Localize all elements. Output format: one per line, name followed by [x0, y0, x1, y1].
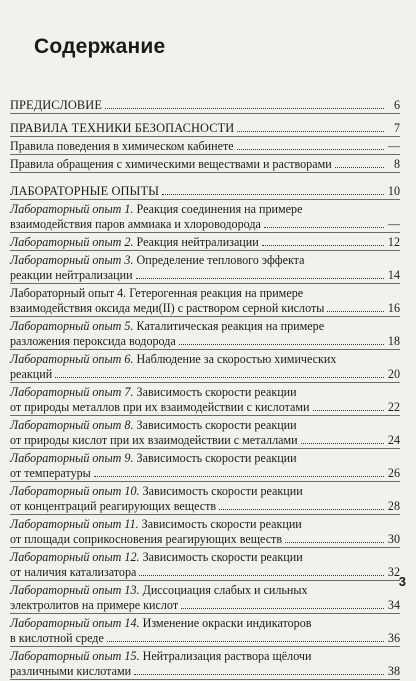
divider-line	[10, 547, 400, 548]
toc-entry-continuation	[10, 630, 400, 645]
toc-entry-title	[10, 367, 52, 381]
divider-line	[10, 349, 400, 350]
table-of-contents	[10, 97, 400, 681]
toc-entry	[10, 234, 400, 249]
dot-leader	[262, 245, 384, 246]
toc-entry-continuation	[10, 216, 400, 231]
toc-page-number: 22	[387, 400, 400, 414]
toc-entry-title	[10, 121, 234, 135]
dot-leader	[264, 227, 384, 228]
divider-line	[10, 113, 400, 114]
toc-entry-title	[10, 157, 332, 171]
toc-page-number: 14	[387, 268, 400, 282]
toc-entry-title	[10, 98, 102, 112]
toc-entry-continuation	[10, 465, 400, 480]
toc-entry-title	[10, 466, 91, 480]
divider-line	[10, 199, 400, 200]
divider-line	[10, 136, 400, 137]
divider-line	[10, 580, 400, 581]
toc-entry-title	[10, 139, 234, 153]
toc-entry-title	[10, 664, 131, 678]
toc-entry-continuation	[10, 399, 400, 414]
toc-entry	[10, 252, 400, 267]
toc-page-number: 18	[387, 334, 400, 348]
lab-label: Лабораторный опыт 2.	[10, 235, 134, 249]
toc-entry-continuation	[10, 432, 400, 447]
toc-entry-title	[10, 184, 159, 198]
lab-title: Каталитическая реакция на примере	[133, 319, 325, 333]
toc-entry-title	[10, 286, 303, 300]
toc-entry-title	[10, 649, 311, 663]
toc-entry-title	[10, 484, 303, 498]
toc-entry-title	[10, 400, 310, 414]
dot-leader	[105, 108, 384, 109]
dot-leader	[285, 542, 384, 543]
toc-entry-title	[10, 385, 297, 399]
dot-leader	[335, 167, 384, 168]
divider-line	[10, 232, 400, 233]
toc-entry-title	[10, 268, 133, 282]
toc-entry-title	[10, 583, 308, 597]
dot-leader	[237, 149, 384, 150]
toc-page-number: 28	[387, 499, 400, 513]
toc-entry-title	[10, 352, 336, 366]
toc-entry-title	[10, 499, 216, 513]
toc-entry-title	[10, 334, 176, 348]
toc-entry	[10, 516, 400, 531]
lab-title: Изменение окраски индикаторов	[139, 616, 312, 630]
divider-line	[10, 154, 400, 155]
toc-entry-continuation	[10, 597, 400, 612]
toc-entry	[10, 582, 400, 597]
divider-line	[10, 646, 400, 647]
toc-page-number: 36	[387, 631, 400, 645]
toc-page-number: 20	[387, 367, 400, 381]
lab-label: Лабораторный опыт 9.	[10, 451, 134, 465]
toc-entry	[10, 384, 400, 399]
toc-section-title: ЛАБОРАТОРНЫЕ ОПЫТЫ	[10, 184, 160, 198]
dot-leader	[136, 278, 384, 279]
toc-entry-title	[10, 451, 297, 465]
toc-entry-title	[10, 598, 178, 612]
lab-title-cont: от концентраций реагирующих веществ	[10, 499, 217, 513]
lab-label: Лабораторный опыт 5.	[10, 319, 134, 333]
dot-leader	[139, 575, 384, 576]
toc-entry	[10, 549, 400, 564]
toc-page-number: 32	[387, 565, 400, 579]
lab-label: Лабораторный опыт 1.	[10, 202, 134, 216]
dot-leader	[301, 443, 384, 444]
toc-entry-continuation	[10, 531, 400, 546]
toc-entry	[10, 450, 400, 465]
dot-leader	[181, 608, 384, 609]
dot-leader	[134, 674, 384, 675]
lab-title-cont: в кислотной среде	[10, 631, 104, 645]
toc-entry-continuation	[10, 333, 400, 348]
toc-page-number: 26	[387, 466, 400, 480]
section-gap	[10, 174, 400, 183]
toc-entry-continuation	[10, 267, 400, 282]
dot-leader	[237, 131, 384, 132]
toc-page-number: 8	[393, 157, 400, 171]
toc-entry-title	[10, 565, 136, 579]
lab-title-cont: различными кислотами	[10, 664, 132, 678]
toc-entry-continuation	[10, 300, 400, 315]
dot-leader	[94, 476, 384, 477]
lab-title: Зависимость скорости реакции	[133, 451, 297, 465]
toc-page-number: 30	[387, 532, 400, 546]
lab-title-cont: от природы кислот при их взаимодействии с металлами	[10, 433, 298, 447]
toc-entry-title	[10, 301, 324, 315]
lab-title-cont: от температуры	[10, 466, 91, 480]
lab-label: Лабораторный опыт 6.	[10, 352, 134, 366]
toc-entry	[10, 138, 400, 153]
lab-label: Лабораторный опыт 14.	[10, 616, 140, 630]
lab-label: Лабораторный опыт 15.	[10, 649, 140, 663]
toc-entry-title	[10, 550, 303, 564]
lab-title: Зависимость скорости реакции	[139, 484, 303, 498]
toc-entry-title	[10, 532, 282, 546]
toc-entry	[10, 483, 400, 498]
lab-title: Зависимость скорости реакции	[139, 550, 303, 564]
dot-leader	[55, 377, 384, 378]
toc-entry-title	[10, 631, 104, 645]
lab-title: Диссоциация слабых и сильных	[139, 583, 308, 597]
toc-page-number: 34	[387, 598, 400, 612]
toc-entry-continuation	[10, 498, 400, 513]
lab-label: Лабораторный опыт 13.	[10, 583, 140, 597]
toc-entry-title	[10, 235, 259, 249]
lab-title: Зависимость скорости реакции	[133, 385, 297, 399]
toc-page-number: 24	[387, 433, 400, 447]
divider-line	[10, 415, 400, 416]
lab-label: Лабораторный опыт 7.	[10, 385, 134, 399]
divider-line	[10, 514, 400, 515]
toc-entry-title	[10, 433, 298, 447]
toc-entry-title	[10, 517, 302, 531]
toc-entry	[10, 648, 400, 663]
lab-title-cont: реакций	[10, 367, 53, 381]
lab-title-cont: от природы металлов при их взаимодействии с кислотами	[10, 400, 310, 414]
toc-page-number: 10	[387, 184, 400, 198]
lab-title-cont: взаимодействия оксида меди(II) с раствором серной кислоты	[10, 301, 325, 315]
divider-line	[10, 448, 400, 449]
toc-entry-continuation	[10, 663, 400, 678]
lab-title-cont: от наличия катализатора	[10, 565, 137, 579]
toc-entry-text: Правила поведения в химическом кабинете	[10, 139, 234, 153]
lab-label: Лабораторный опыт 3.	[10, 253, 134, 267]
lab-title-cont: разложения пероксида водорода	[10, 334, 176, 348]
toc-page-number: —	[387, 217, 400, 231]
divider-line	[10, 250, 400, 251]
lab-label: Лабораторный опыт 11.	[10, 517, 139, 531]
dot-leader	[107, 641, 384, 642]
toc-entry	[10, 156, 400, 171]
divider-line	[10, 382, 400, 383]
toc-entry-continuation	[10, 564, 400, 579]
lab-title-cont: взаимодействия паров аммиака и хлороводорода	[10, 217, 261, 231]
lab-title-cont: реакции нейтрализации	[10, 268, 133, 282]
lab-title: Зависимость скорости реакции	[133, 418, 297, 432]
toc-page-number: 6	[393, 98, 400, 112]
dot-leader	[179, 344, 384, 345]
toc-entry	[10, 351, 400, 366]
lab-label: Лабораторный опыт 12.	[10, 550, 140, 564]
lab-label: Лабораторный опыт 8.	[10, 418, 134, 432]
divider-line	[10, 316, 400, 317]
divider-line	[10, 613, 400, 614]
toc-page-number: 12	[387, 235, 400, 249]
divider-line	[10, 172, 400, 173]
lab-title: Определение теплового эффекта	[133, 253, 305, 267]
divider-line	[10, 679, 400, 680]
dot-leader	[219, 509, 384, 510]
toc-entry-title	[10, 217, 261, 231]
toc-entry-title	[10, 202, 302, 216]
toc-page-number: 16	[387, 301, 400, 315]
page-title: Содержание	[34, 35, 166, 58]
toc-page-number: 7	[393, 121, 400, 135]
toc-entry-title	[10, 418, 297, 432]
toc-entry	[10, 615, 400, 630]
toc-entry-continuation	[10, 366, 400, 381]
toc-section-entry	[10, 120, 400, 135]
toc-section-entry	[10, 97, 400, 112]
toc-entry-title	[10, 616, 312, 630]
lab-title: Лабораторный опыт 4. Гетерогенная реакция на примере	[10, 286, 304, 300]
lab-title-cont: электролитов на примере кислот	[10, 598, 179, 612]
toc-entry-title	[10, 319, 324, 333]
page-number: 3	[398, 574, 406, 589]
toc-section-entry	[10, 183, 400, 198]
toc-section-title: ПРАВИЛА ТЕХНИКИ БЕЗОПАСНОСТИ	[10, 121, 235, 135]
lab-title: Реакция нейтрализации	[133, 235, 259, 249]
divider-line	[10, 283, 400, 284]
lab-title-cont: от площади соприкосновения реагирующих веществ	[10, 532, 283, 546]
toc-entry	[10, 417, 400, 432]
toc-entry	[10, 285, 400, 300]
dot-leader	[327, 311, 384, 312]
toc-entry-text: Правила обращения с химическими веществами и растворами	[10, 157, 332, 171]
divider-line	[10, 481, 400, 482]
toc-entry	[10, 318, 400, 333]
lab-title: Нейтрализация раствора щёлочи	[139, 649, 312, 663]
lab-title: Наблюдение за скоростью химических	[133, 352, 337, 366]
toc-entry	[10, 201, 400, 216]
toc-page-number: —	[387, 139, 400, 153]
toc-page-number: 38	[387, 664, 400, 678]
lab-title: Зависимость скорости реакции	[138, 517, 302, 531]
dot-leader	[313, 410, 384, 411]
lab-label: Лабораторный опыт 10.	[10, 484, 140, 498]
dot-leader	[162, 194, 384, 195]
lab-title: Реакция соединения на примере	[133, 202, 303, 216]
toc-entry-title	[10, 253, 304, 267]
toc-section-title: ПРЕДИСЛОВИЕ	[10, 98, 102, 112]
